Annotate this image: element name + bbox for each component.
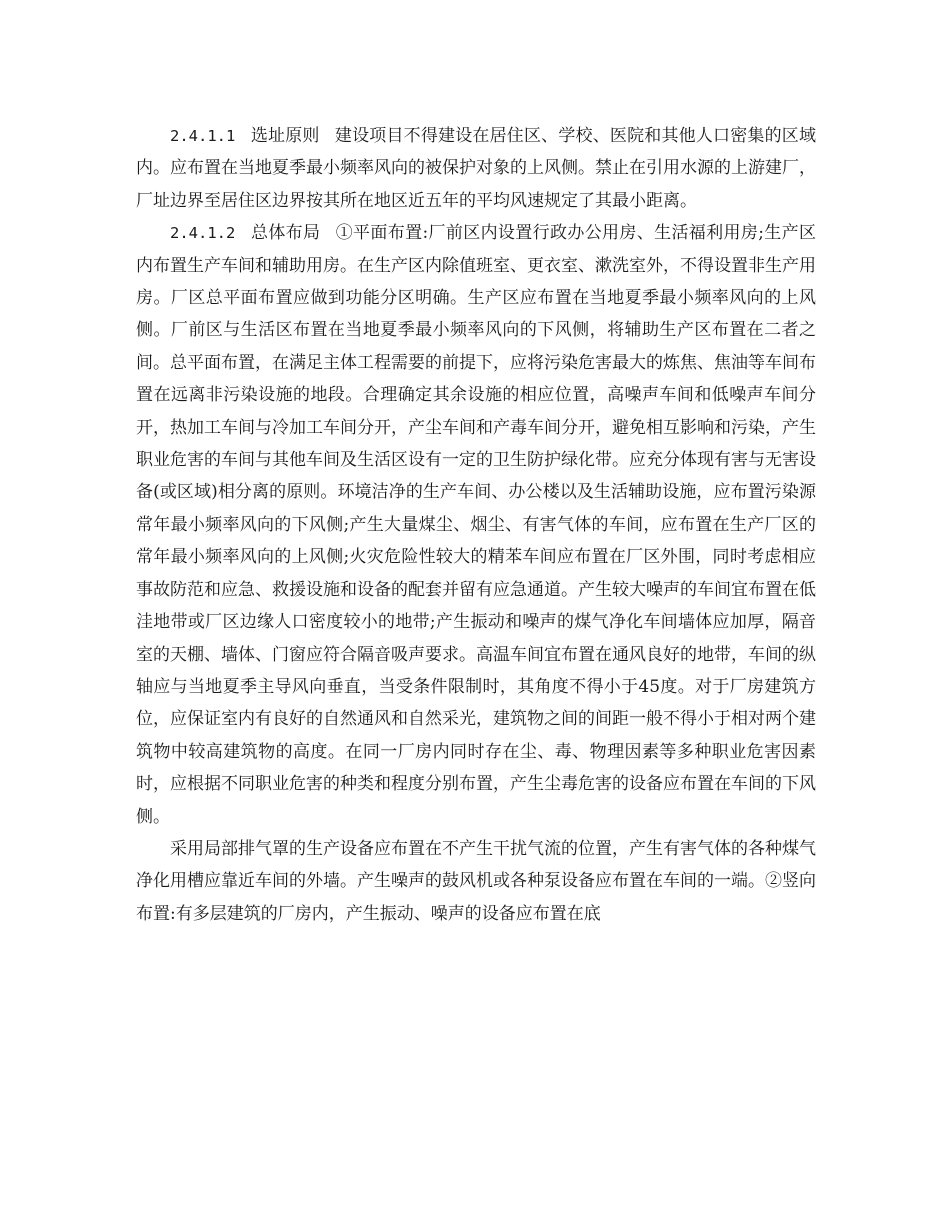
section-heading: 选址原则 <box>250 126 320 146</box>
section-number: 2.4.1.1 <box>170 127 236 145</box>
paragraph-site-selection <box>136 120 816 217</box>
paragraph-text: 建设项目不得建设在居住区、学校、医院和其他人口密集的区域内。应布置在当地夏季最小频率风向的被保护对象的上风侧。禁止在引用水源的上游建厂，厂址边界至居住区边界按其所在地区近五年的平均风速规定了其最小距离。 <box>136 126 817 211</box>
paragraph-text: ①平面布置:厂前区内设置行政办公用房、生活福利用房;生产区内布置生产车间和辅助用房。在生产区内除值班室、更衣室、漱洗室外，不得设置非生产用房。厂区总平面布置应做到功能分区明确。生产区应布置在当地夏季最小频率风向的上风侧。厂前区与生活区布置在当地夏季最小频率风向的下风侧，将辅助生产区布置在二者之间。总平面布置，在满足主体工程需要的前提下，应将污染危害最大的炼焦、焦油等车间布置在远离非污染设施的地段。合理确定其余设施的相应位置，高噪声车间和低噪声车间分开，热加工车间与冷加工车间分开，产尘车间和产毒车间分开，避免相互影响和污染，产生职业危害的车间与其他车间及生活区设有一定的卫生防护绿化带。应充分体现有害与无害设备(或区域)相分离的原则。环境洁净的生产车间、办公楼以及生活辅助设施，应布置污染源常年最小频率风向的下风侧;产生大量煤尘、烟尘、有害气体的车间，应布置在生产厂区的常年最小频率风向的上风侧;火灾危险性较大的精苯车间应布置在厂区外围，同时考虑相应事故防范和应急、救援设施和设备的配套并留有应急通道。产生较大噪声的车间宜布置在低洼地带或厂区边缘人口密度较小的地带;产生振动和噪声的煤气净化车间墙体应加厚，隔音室的天棚、墙体、门窗应符合隔音吸声要求。高温车间宜布置在通风良好的地带，车间的纵轴应与当地夏季主导风向垂直，当受条件限制时，其角度不得小于45度。对于厂房建筑方位，应保证室内有良好的自然通风和自然采光，建筑物之间的间距一般不得小于相对两个建筑物中较高建筑物的高度。在同一厂房内同时存在尘、毒、物理因素等多种职业危害因素时，应根据不同职业危害的种类和程度分别布置，产生尘毒危害的设备应布置在车间的下风侧。 <box>136 223 816 827</box>
section-number: 2.4.1.2 <box>170 224 236 243</box>
paragraph-general-layout <box>136 217 816 833</box>
paragraph-local-exhaust <box>136 833 816 930</box>
section-heading: 总体布局 <box>250 223 321 244</box>
body-text <box>136 120 816 930</box>
paragraph-text: 采用局部排气罩的生产设备应布置在不产生干扰气流的位置，产生有害气体的各种煤气净化用槽应靠近车间的外墙。产生噪声的鼓风机或各种泵设备应布置在车间的一端。②竖向布置:有多层建筑的厂房内，产生振动、噪声的设备应布置在底 <box>136 838 816 924</box>
